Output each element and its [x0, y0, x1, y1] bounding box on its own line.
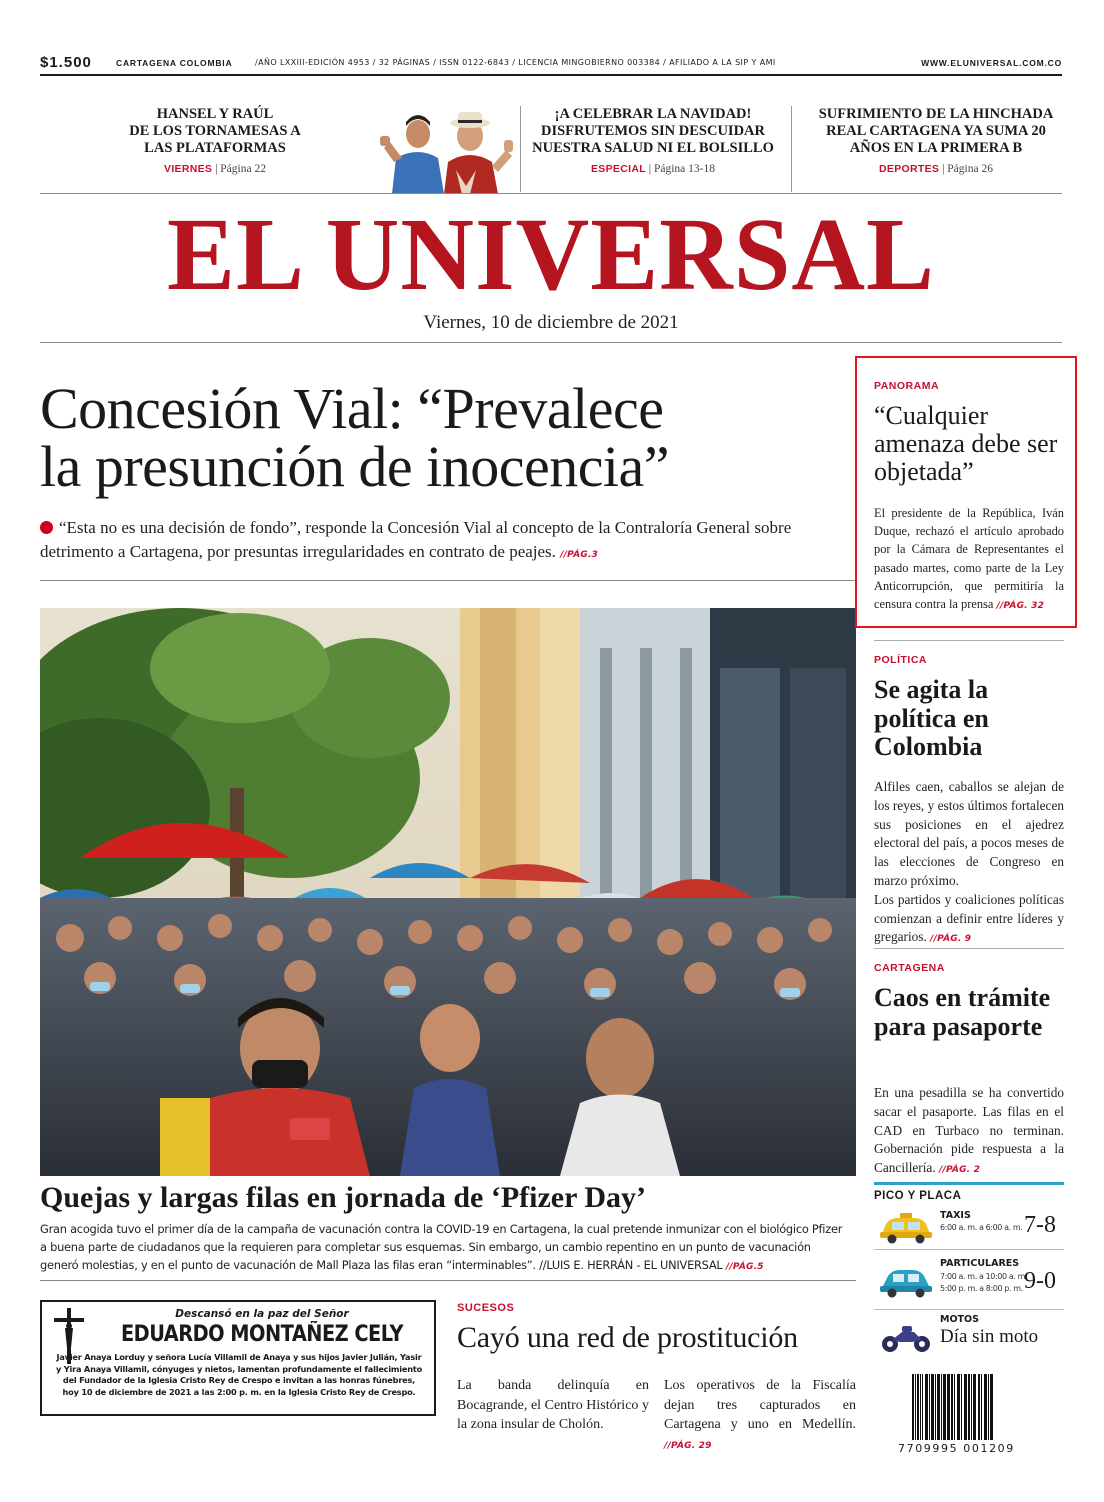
teaser-headline-line: REAL CARTAGENA YA SUMA 20: [826, 123, 1046, 139]
barcode-bar: [971, 1374, 972, 1440]
top-info-bar: [40, 56, 1062, 76]
sucesos-headline[interactable]: Cayó una red de prostitución: [457, 1321, 798, 1354]
politica-body: [874, 778, 1064, 949]
sucesos-column-2: [664, 1376, 856, 1456]
pyp-plates: 9-0: [1024, 1268, 1056, 1294]
barcode-bar: [981, 1374, 982, 1440]
photo-story-headline[interactable]: Quejas y largas filas en jornada de ‘Pfizer Day’: [40, 1181, 647, 1214]
pico-y-placa-rule: [874, 1182, 1064, 1185]
pyp-category: TAXIS: [940, 1210, 971, 1221]
divider: [874, 640, 1064, 641]
divider: [40, 193, 1062, 194]
teaser-especial[interactable]: [528, 106, 778, 192]
barcode-bar: [951, 1374, 953, 1440]
barcode-bar: [935, 1374, 936, 1440]
barcode-bar: [957, 1374, 960, 1440]
page-reference[interactable]: //PÁG. 32: [996, 601, 1045, 612]
newspaper-masthead: EL UNIVERSAL: [167, 197, 935, 312]
barcode-number: 7709995 001209: [898, 1442, 1015, 1455]
teaser-page: | Página 13-18: [648, 163, 715, 175]
teaser-section: VIERNES: [164, 163, 213, 175]
barcode-bar: [954, 1374, 955, 1440]
barcode-bar: [947, 1374, 950, 1440]
section-label-panorama: PANORAMA: [874, 380, 940, 392]
website-link[interactable]: WWW.ELUNIVERSAL.COM.CO: [921, 58, 1062, 68]
pyp-category: PARTICULARES: [940, 1258, 1020, 1269]
barcode-bar: [929, 1374, 930, 1440]
pyp-motos-value: Día sin moto: [940, 1326, 1039, 1347]
pico-y-placa-particulares: [874, 1252, 1064, 1310]
obituary-notice: [40, 1300, 436, 1416]
divider: [40, 580, 856, 581]
divider: [40, 1280, 856, 1281]
pyp-time: 7:00 a. m. a 10:00 a. m.: [940, 1272, 1028, 1281]
barcode-bar: [961, 1374, 962, 1440]
pyp-category: MOTOS: [940, 1314, 979, 1325]
barcode-bar: [990, 1374, 993, 1440]
city-label: CARTAGENA COLOMBIA: [116, 58, 233, 68]
motorcycle-icon: [878, 1320, 934, 1354]
photo-caption: [40, 1220, 850, 1276]
sucesos-column-1: La banda delinquía en Bocagrande, el Centro Histórico y la zona insular de Cholón.: [457, 1378, 649, 1432]
teaser-footer: [528, 163, 778, 175]
barcode-bar: [943, 1374, 946, 1440]
page-reference[interactable]: //PÁG. 2: [938, 1165, 981, 1176]
barcode: [910, 1374, 1056, 1444]
cover-price: $1.500: [40, 54, 92, 71]
barcode-bar: [968, 1374, 970, 1440]
teaser-headline-line: HANSEL Y RAÚL: [156, 106, 274, 122]
teaser-page: | Página 26: [942, 163, 993, 175]
main-headline-line: Concesión Vial: “Prevalece: [40, 376, 664, 441]
panorama-body-text: El presidente de la República, Iván Duque, rechazó el artículo aprobado por la Cámara de Representantes el pasado martes, como parte de la Ley Anticorrupción, que permitiría la censura contra la prensa: [874, 506, 1064, 612]
main-headline[interactable]: [40, 376, 830, 499]
teaser-section: ESPECIAL: [591, 163, 646, 175]
teaser-headline-line: LAS PLATAFORMAS: [144, 140, 286, 156]
divider: [40, 342, 1062, 343]
section-label-politica: POLÍTICA: [874, 654, 927, 666]
obituary-text: Javier Anaya Lorduy y señora Lucía Villamil de Anaya y sus hijos Javier Julián, Yasir y Yira Anaya Villamil, cónyuges y nietos, lamentan profundamente el fallecimiento del Fundador de la Iglesia Cristo Rey de Crespo e invitan a las honras fúnebres, hoy 10 de diciembre de 2021 a las 2:00 p. m. en la Iglesia Cristo Rey de Crespo.: [56, 1352, 422, 1397]
barcode-bar: [922, 1374, 923, 1440]
politica-body-paragraph: [874, 891, 1064, 949]
barcode-bar: [964, 1374, 967, 1440]
barcode-bar: [984, 1374, 987, 1440]
barcode-bar: [937, 1374, 940, 1440]
barcode-bar: [925, 1374, 928, 1440]
politica-headline[interactable]: Se agita la política en Colombia: [874, 675, 989, 761]
publication-date: Viernes, 10 de diciembre de 2021: [423, 312, 679, 333]
page-reference[interactable]: //PÁG. 9: [930, 934, 972, 945]
teaser-page: | Página 22: [215, 163, 266, 175]
barcode-bar: [912, 1374, 914, 1440]
main-headline-line: la presunción de inocencia”: [40, 434, 670, 499]
pyp-plates: 7-8: [1024, 1212, 1056, 1238]
edition-info: /AÑO LXXIII-EDICIÓN 4953 / 32 PÁGINAS / ISSN 0122-6843 / LICENCIA MINGOBIERNO 003384 / AFILIADO A LA SIP Y AMI: [255, 58, 776, 67]
cartagena-headline[interactable]: Caos en trámite para pasaporte: [874, 983, 1051, 1041]
politica-body-text: Los partidos y coaliciones políticas comienzan a definir entre líderes y gregarios.: [874, 891, 1064, 945]
teaser-headline-line: DE LOS TORNAMESAS A: [129, 123, 301, 139]
pico-y-placa-taxis: [874, 1206, 1064, 1250]
teaser-footer: [110, 163, 320, 175]
car-icon: [878, 1264, 934, 1298]
teaser-headline-line: SUFRIMIENTO DE LA HINCHADA: [818, 106, 1054, 122]
teaser-footer: [806, 163, 1066, 175]
taxi-icon: [878, 1210, 934, 1244]
teaser-headline-line: ¡A CELEBRAR LA NAVIDAD!: [554, 106, 752, 122]
barcode-bar: [917, 1374, 919, 1440]
section-label-sucesos: SUCESOS: [457, 1302, 515, 1314]
teaser-divider: [520, 106, 521, 192]
cartagena-body: [874, 1084, 1064, 1180]
barcode-bar: [941, 1374, 942, 1440]
barcode-bar: [978, 1374, 980, 1440]
photo-caption-text: Gran acogida tuvo el primer día de la campaña de vacunación contra la COVID-19 en Cartagena, la cual pretende inmunizar con el biológico Pfizer a buena parte de ciudadanos que la requieren para completar sus esquemas. Sin embargo, un cambio repentino en un punto de vacunación generó molestias, y en el punto de vacunación de Mall Plaza las filas eran “interminables”.: [40, 1222, 843, 1272]
pyp-time: 5:00 p. m. a 8:00 p. m.: [940, 1284, 1023, 1293]
photo-credit: //LUIS E. HERRÁN - EL UNIVERSAL: [539, 1258, 723, 1272]
teaser-headline-line: AÑOS EN LA PRIMERA B: [849, 140, 1023, 156]
section-label-cartagena: CARTAGENA: [874, 962, 945, 974]
teaser-headline-line: NUESTRA SALUD NI EL BOLSILLO: [532, 140, 774, 156]
teaser-divider: [791, 106, 792, 192]
obituary-intro: Descansó en la paz del Señor: [175, 1308, 349, 1320]
divider: [874, 948, 1064, 949]
barcode-bar: [988, 1374, 989, 1440]
teaser-photo-djs: [366, 100, 516, 194]
sucesos-column-2-text: Los operativos de la Fiscalía dejan tres capturados en Cartagena y uno en Medellín.: [664, 1378, 856, 1432]
main-deck: [40, 516, 840, 567]
main-photo-vaccination-crowd: [40, 608, 856, 1176]
barcode-bar: [973, 1374, 976, 1440]
pico-y-placa-title: PICO Y PLACA: [874, 1190, 962, 1202]
politica-body-paragraph: Alfiles caen, caballos se alejan de los reyes, y estos últimos fortalecen sus posiciones en el ajedrez electoral del país, a pocos meses de las elecciones de Congreso en marzo próximo.: [874, 779, 1064, 888]
obituary-name: EDUARDO MONTAÑEZ CELY: [120, 1322, 404, 1347]
teaser-headline-line: DISFRUTEMOS SIN DESCUIDAR: [541, 123, 765, 139]
pyp-time: 6:00 a. m. a 6:00 a. m.: [940, 1223, 1023, 1232]
page-reference[interactable]: //PÁG.5: [725, 1262, 764, 1272]
page-reference[interactable]: //PÁG.3: [560, 550, 598, 560]
pico-y-placa-motos: [874, 1312, 1064, 1358]
barcode-bar: [915, 1374, 916, 1440]
page-reference[interactable]: //PÁG. 29: [664, 1440, 712, 1451]
teaser-viernes[interactable]: [110, 106, 320, 192]
main-deck-text: “Esta no es una decisión de fondo”, responde la Concesión Vial al concepto de la Contraloría General sobre detrimento a Cartagena, por presuntas irregularidades en contrato de peajes.: [40, 518, 792, 561]
teaser-deportes[interactable]: [806, 106, 1066, 192]
barcode-bar: [920, 1374, 921, 1440]
red-bullet-icon: [40, 521, 53, 534]
panorama-body: [874, 504, 1064, 615]
barcode-bar: [931, 1374, 934, 1440]
cartagena-body-text: En una pesadilla se ha convertido sacar el pasaporte. Las filas en el CAD en Turbaco no terminan. Gobernación pide respuesta a la Cancillería.: [874, 1085, 1064, 1176]
teaser-section: DEPORTES: [879, 163, 940, 175]
panorama-headline[interactable]: “Cualquier amenaza debe ser objetada”: [874, 401, 1058, 486]
